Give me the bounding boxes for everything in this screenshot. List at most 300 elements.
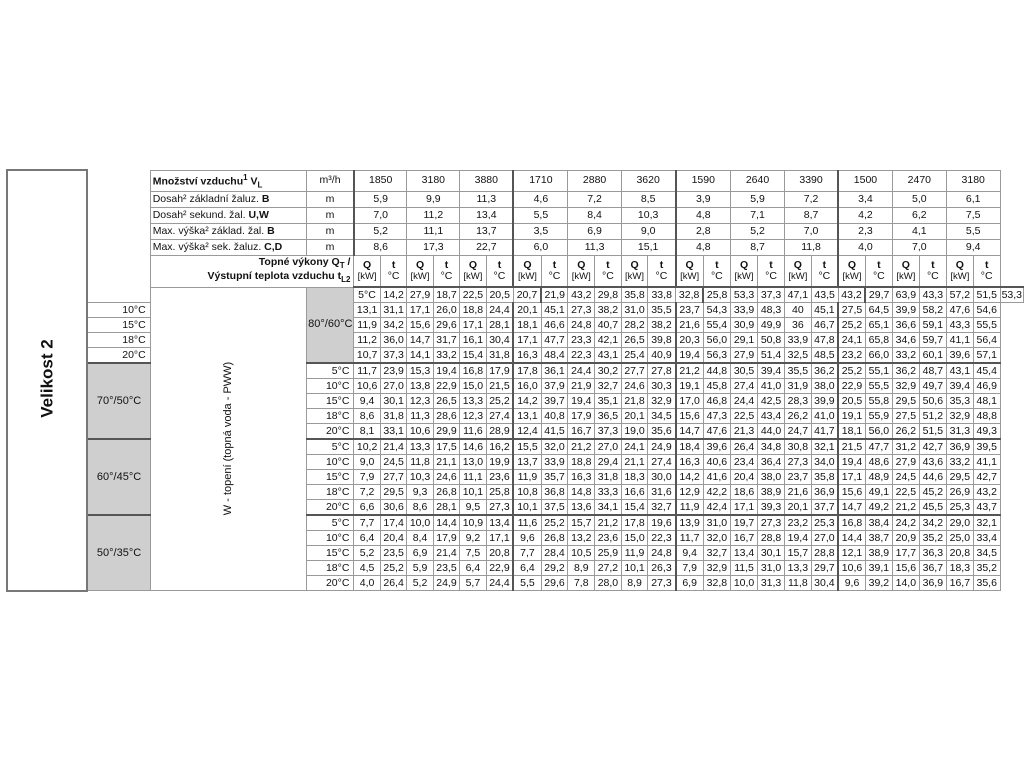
cell-value: 16,3 — [679, 455, 700, 468]
cell-value: 4,0 — [359, 576, 375, 589]
cell-value: 29,8 — [597, 288, 619, 301]
cell-value: 26,0 — [436, 303, 457, 316]
cell-value: 41,6 — [706, 470, 728, 483]
q-value — [946, 409, 973, 424]
q-value — [946, 485, 973, 500]
cell-value: 28,3 — [787, 394, 809, 407]
cell-value: 16,3 — [571, 470, 592, 483]
q-value — [919, 287, 946, 303]
cell-value: 6,6 — [359, 500, 375, 513]
t-value — [648, 424, 676, 440]
cell-value: 22,5 — [462, 288, 484, 301]
t-symbol: t — [715, 259, 719, 272]
cell-value: 22,5 — [733, 409, 755, 422]
inlet-temp — [307, 394, 354, 409]
t-value — [433, 500, 460, 516]
q-value — [946, 531, 973, 546]
t-value — [811, 546, 838, 561]
param-value — [407, 208, 460, 224]
t-value — [865, 424, 892, 440]
cell-value: 31,3 — [760, 576, 782, 589]
cell-value: 38,4 — [868, 516, 890, 529]
cell-value: 35,2 — [976, 561, 997, 574]
cell-value: 15,5 — [517, 440, 538, 453]
cell-value: 13,4 — [489, 516, 510, 529]
q-value — [460, 561, 486, 576]
t-value — [595, 561, 622, 576]
t-value — [811, 318, 838, 333]
t-value — [758, 424, 785, 440]
cell-value: 23,5 — [436, 561, 457, 574]
cell-value: 14,1 — [409, 348, 431, 361]
q-value — [731, 439, 758, 455]
t-value — [703, 318, 730, 333]
t-value — [486, 515, 513, 531]
cell-value: 11,5 — [734, 561, 754, 574]
param-value-text: 7,0 — [912, 241, 927, 254]
q-value — [676, 485, 704, 500]
cell-value: 29,7 — [868, 288, 890, 301]
param-value-text: 7,5 — [965, 209, 981, 222]
inlet-temp-text: 20°C — [325, 424, 350, 437]
cell-value: 23,6 — [597, 531, 619, 544]
q-value — [568, 546, 595, 561]
cell-value: 5,2 — [412, 576, 428, 589]
param-symbol: B — [261, 193, 270, 206]
q-value — [407, 439, 433, 455]
cell-value: 25,2 — [544, 516, 565, 529]
cell-value: 29,2 — [544, 561, 565, 574]
cell-value: 27,3 — [489, 500, 510, 513]
cell-value: 55,9 — [868, 409, 890, 422]
cell-value: 11,8 — [788, 576, 808, 589]
cell-value: 37,3 — [597, 424, 619, 437]
cell-value: 24,2 — [895, 516, 917, 529]
t-value — [595, 318, 622, 333]
param-value-text: 4,6 — [533, 193, 549, 206]
t-value — [973, 546, 1000, 561]
cell-value: 22,3 — [651, 531, 672, 544]
t-value — [595, 531, 622, 546]
q-value — [785, 439, 812, 455]
t-unit: °C — [818, 270, 831, 283]
cell-value: 19,9 — [489, 455, 510, 468]
t-value — [973, 379, 1000, 394]
qt-line1-text: Topné výkony Q — [258, 256, 340, 269]
t-value — [919, 424, 946, 440]
t-value — [865, 546, 892, 561]
t-value — [486, 455, 513, 470]
q-value — [568, 485, 595, 500]
inlet-temp — [307, 409, 354, 424]
cell-value: 41,1 — [949, 333, 971, 346]
cell-value: 19,4 — [841, 455, 863, 468]
qt-line2-sub: L2 — [341, 275, 351, 285]
t-value — [785, 287, 812, 303]
cell-value: 17,1 — [841, 470, 863, 483]
param-value-text: 4,8 — [695, 241, 711, 254]
t-value — [486, 470, 513, 485]
t-value — [380, 363, 407, 379]
inlet-temp — [307, 546, 354, 561]
cell-value: 38,2 — [651, 318, 672, 331]
q-value — [676, 348, 704, 364]
param-value — [354, 224, 407, 240]
t-value — [541, 455, 568, 470]
q-value — [568, 470, 595, 485]
header-blank — [87, 170, 150, 303]
t-unit-header — [595, 256, 622, 288]
cell-value: 56,0 — [868, 424, 890, 437]
q-value — [838, 394, 865, 409]
t-value — [973, 409, 1000, 424]
cell-value: 26,8 — [436, 485, 457, 498]
t-value — [758, 470, 785, 485]
t-value — [865, 455, 892, 470]
q-value — [648, 287, 676, 303]
cell-value: 6,4 — [359, 531, 375, 544]
t-value — [811, 394, 838, 409]
q-value — [676, 409, 704, 424]
cell-value: 6,9 — [412, 546, 428, 559]
cell-value: 48,6 — [868, 455, 890, 468]
q-value — [621, 576, 648, 591]
q-value — [513, 394, 541, 409]
q-value — [946, 379, 973, 394]
param-value-text: 7,0 — [373, 209, 388, 222]
t-value — [433, 546, 460, 561]
q-value — [731, 455, 758, 470]
param-value — [892, 192, 946, 208]
t-unit: °C — [765, 270, 777, 283]
param-value — [621, 208, 675, 224]
cell-value: 11,9 — [357, 318, 377, 331]
cell-value: 11,9 — [517, 470, 538, 483]
cell-value: 18,3 — [624, 470, 645, 483]
cell-value: 27,3 — [571, 303, 592, 316]
q-value — [595, 287, 622, 303]
cell-value: 13,0 — [462, 455, 484, 468]
cell-value: 16,0 — [517, 379, 538, 392]
cell-value: 28,4 — [544, 546, 565, 559]
cell-value: 26,2 — [895, 424, 917, 437]
t-value — [919, 394, 946, 409]
q-value — [407, 303, 433, 318]
qt-header-line2 — [152, 271, 351, 285]
param-value — [568, 240, 621, 256]
cell-value: 13,3 — [787, 561, 809, 574]
cell-value: 24,4 — [733, 394, 755, 407]
t-value — [648, 394, 676, 409]
q-value — [676, 455, 704, 470]
t-value — [648, 485, 676, 500]
cell-value: 23,4 — [733, 455, 755, 468]
q-value — [460, 531, 486, 546]
q-value — [568, 318, 595, 333]
t-value — [648, 439, 676, 455]
cell-value: 35,1 — [597, 394, 619, 407]
t-value — [433, 333, 460, 348]
cell-value: 8,1 — [359, 424, 375, 437]
t-value — [380, 500, 407, 516]
q-value — [486, 287, 513, 303]
cell-value: 33,8 — [651, 288, 672, 301]
q-value — [354, 333, 380, 348]
cell-value: 36,6 — [895, 318, 917, 331]
q-value — [407, 470, 433, 485]
q-value — [460, 576, 486, 591]
t-value — [865, 318, 892, 333]
t-value — [595, 379, 622, 394]
cell-value: 27,9 — [733, 348, 755, 361]
cell-value: 10,1 — [624, 561, 645, 574]
t-value — [541, 333, 568, 348]
cell-value: 65,1 — [868, 318, 890, 331]
cell-value: 41,1 — [976, 455, 997, 468]
param-label-text: Dosah² sekund. žal. — [152, 209, 246, 222]
q-value — [892, 379, 919, 394]
cell-value: 17,9 — [489, 364, 510, 377]
t-value — [758, 439, 785, 455]
param-value — [513, 208, 568, 224]
cell-value: 16,6 — [624, 485, 645, 498]
q-value — [838, 439, 865, 455]
t-value — [433, 470, 460, 485]
cell-value: 11,7 — [679, 531, 700, 544]
inlet-temp — [307, 439, 354, 455]
q-value — [785, 348, 812, 364]
param-value — [838, 208, 892, 224]
cell-value: 31,6 — [651, 485, 672, 498]
cell-value: 10,3 — [409, 470, 431, 483]
cell-value: 11,9 — [624, 546, 645, 559]
cell-value: 37,3 — [760, 288, 782, 301]
cell-value: 39,5 — [976, 440, 997, 453]
q-value — [785, 546, 812, 561]
t-value — [380, 303, 407, 318]
cell-value: 39,9 — [814, 394, 835, 407]
param-value — [354, 208, 407, 224]
t-value — [380, 409, 407, 424]
q-value — [785, 394, 812, 409]
t-value — [433, 394, 460, 409]
inlet-temp-text: 5°C — [331, 364, 350, 377]
q-unit-header — [676, 256, 704, 288]
param-value-text: 8,5 — [640, 193, 656, 206]
param-label — [150, 240, 306, 256]
q-value — [731, 500, 758, 516]
cell-value: 9,3 — [412, 485, 428, 498]
q-value — [460, 485, 486, 500]
cell-value: 14,7 — [679, 424, 700, 437]
q-symbol: Q — [577, 259, 586, 272]
param-label-text: Dosah² základní žaluz. — [152, 193, 259, 206]
q-value — [676, 379, 704, 394]
t-value — [973, 500, 1000, 516]
t-symbol: t — [497, 259, 502, 272]
inlet-temp — [87, 348, 150, 364]
q-value — [460, 546, 486, 561]
cell-value: 19,7 — [733, 516, 755, 529]
section-label — [87, 515, 150, 591]
q-value — [568, 455, 595, 470]
cell-value: 49,2 — [868, 500, 890, 513]
cell-value: 42,2 — [706, 485, 728, 498]
cell-value: 32,0 — [544, 440, 565, 453]
q-value — [568, 333, 595, 348]
cell-value: 39,8 — [651, 333, 672, 346]
t-value — [486, 531, 513, 546]
cell-value: 54,3 — [706, 303, 728, 316]
param-value — [785, 170, 839, 192]
cell-value: 18,1 — [841, 424, 863, 437]
param-value — [785, 192, 839, 208]
q-value — [731, 485, 758, 500]
inlet-temp — [307, 500, 354, 516]
cell-value: 33,3 — [597, 485, 619, 498]
inlet-temp-text: 18°C — [325, 485, 350, 498]
param-value — [838, 240, 892, 256]
param-value — [460, 208, 514, 224]
param-unit-text: m — [325, 209, 335, 222]
cell-value: 54,6 — [976, 303, 997, 316]
param-unit-text: m — [325, 225, 335, 238]
q-value — [407, 531, 433, 546]
inlet-temp — [307, 515, 354, 531]
param-value-text: 5,2 — [373, 225, 388, 238]
cell-value: 42,7 — [922, 440, 944, 453]
q-value — [892, 515, 919, 531]
q-value — [811, 287, 838, 303]
cell-value: 56,0 — [706, 333, 728, 346]
q-value — [460, 455, 486, 470]
q-value — [865, 287, 892, 303]
cell-value: 26,9 — [949, 485, 971, 498]
q-value — [568, 409, 595, 424]
t-value — [703, 424, 730, 440]
cell-value: 35,3 — [949, 394, 971, 407]
cell-value: 21,1 — [436, 455, 457, 468]
q-value — [354, 439, 380, 455]
cell-value: 49,9 — [760, 318, 782, 331]
performance-table — [6, 169, 1024, 592]
param-value — [621, 170, 675, 192]
t-value — [919, 500, 946, 516]
q-value — [785, 561, 812, 576]
t-value — [703, 379, 730, 394]
t-unit-header — [433, 256, 460, 288]
cell-value: 56,4 — [976, 333, 997, 346]
q-value — [460, 500, 486, 516]
t-value — [407, 287, 433, 303]
t-value — [541, 424, 568, 440]
cell-value: 24,8 — [651, 546, 672, 559]
medium-cell — [150, 287, 306, 591]
param-value — [407, 224, 460, 240]
cell-value: 29,5 — [895, 394, 917, 407]
cell-value: 6,4 — [465, 561, 481, 574]
q-value — [838, 379, 865, 394]
cell-value: 33,2 — [895, 348, 917, 361]
param-value-text: 5,5 — [533, 209, 549, 222]
cell-value: 8,4 — [412, 531, 428, 544]
cell-value: 31,8 — [489, 348, 510, 361]
cell-value: 27,4 — [651, 455, 672, 468]
cell-value: 27,5 — [841, 303, 863, 316]
cell-value: 13,7 — [517, 455, 538, 468]
t-value — [486, 303, 513, 318]
cell-value: 14,2 — [383, 288, 404, 301]
cell-value: 9,6 — [520, 531, 535, 544]
param-value-text: 11,3 — [476, 193, 497, 206]
q-value — [785, 409, 812, 424]
param-value — [731, 208, 785, 224]
param-value — [676, 240, 731, 256]
q-value — [892, 318, 919, 333]
q-value — [460, 515, 486, 531]
cell-value: 36,2 — [895, 364, 917, 377]
q-value — [513, 485, 541, 500]
section-label — [307, 287, 354, 363]
t-value — [703, 470, 730, 485]
q-value — [892, 394, 919, 409]
t-value — [486, 363, 513, 379]
cell-value: 17,9 — [436, 531, 457, 544]
q-value — [892, 333, 919, 348]
param-value — [838, 192, 892, 208]
cell-value: 27,3 — [760, 516, 782, 529]
q-value — [758, 287, 785, 303]
q-value — [354, 515, 380, 531]
cell-value: 28,9 — [489, 424, 510, 437]
cell-value: 59,1 — [922, 318, 944, 331]
cell-value: 13,8 — [409, 379, 431, 392]
q-value — [354, 531, 380, 546]
q-value — [460, 439, 486, 455]
inlet-temp-text: 10°C — [325, 455, 350, 468]
cell-value: 32,1 — [976, 516, 997, 529]
cell-value: 16,3 — [517, 348, 538, 361]
cell-value: 10,9 — [462, 516, 484, 529]
cell-value: 48,4 — [544, 348, 565, 361]
t-value — [758, 455, 785, 470]
q-value — [460, 424, 486, 440]
t-value — [973, 576, 1000, 591]
q-value — [621, 409, 648, 424]
cell-value: 20,9 — [895, 531, 917, 544]
section-label-text: 80°/60°C — [308, 318, 353, 331]
t-value — [758, 303, 785, 318]
qt-header — [150, 256, 354, 288]
q-value — [946, 424, 973, 440]
cell-value: 31,8 — [383, 409, 404, 422]
t-value — [513, 287, 541, 303]
cell-value: 33,1 — [383, 424, 404, 437]
param-value — [407, 240, 460, 256]
cell-value: 44,6 — [922, 470, 944, 483]
t-value — [811, 424, 838, 440]
param-sub: L — [257, 180, 263, 190]
cell-value: 30,5 — [733, 364, 755, 377]
cell-value: 9,5 — [465, 500, 481, 513]
cell-value: 21,6 — [679, 318, 700, 331]
cell-value: 20,8 — [949, 546, 971, 559]
cell-value: 11,6 — [517, 516, 538, 529]
t-value — [703, 303, 730, 318]
t-symbol: t — [931, 259, 935, 272]
cell-value: 14,7 — [841, 500, 863, 513]
q-value — [676, 500, 704, 516]
